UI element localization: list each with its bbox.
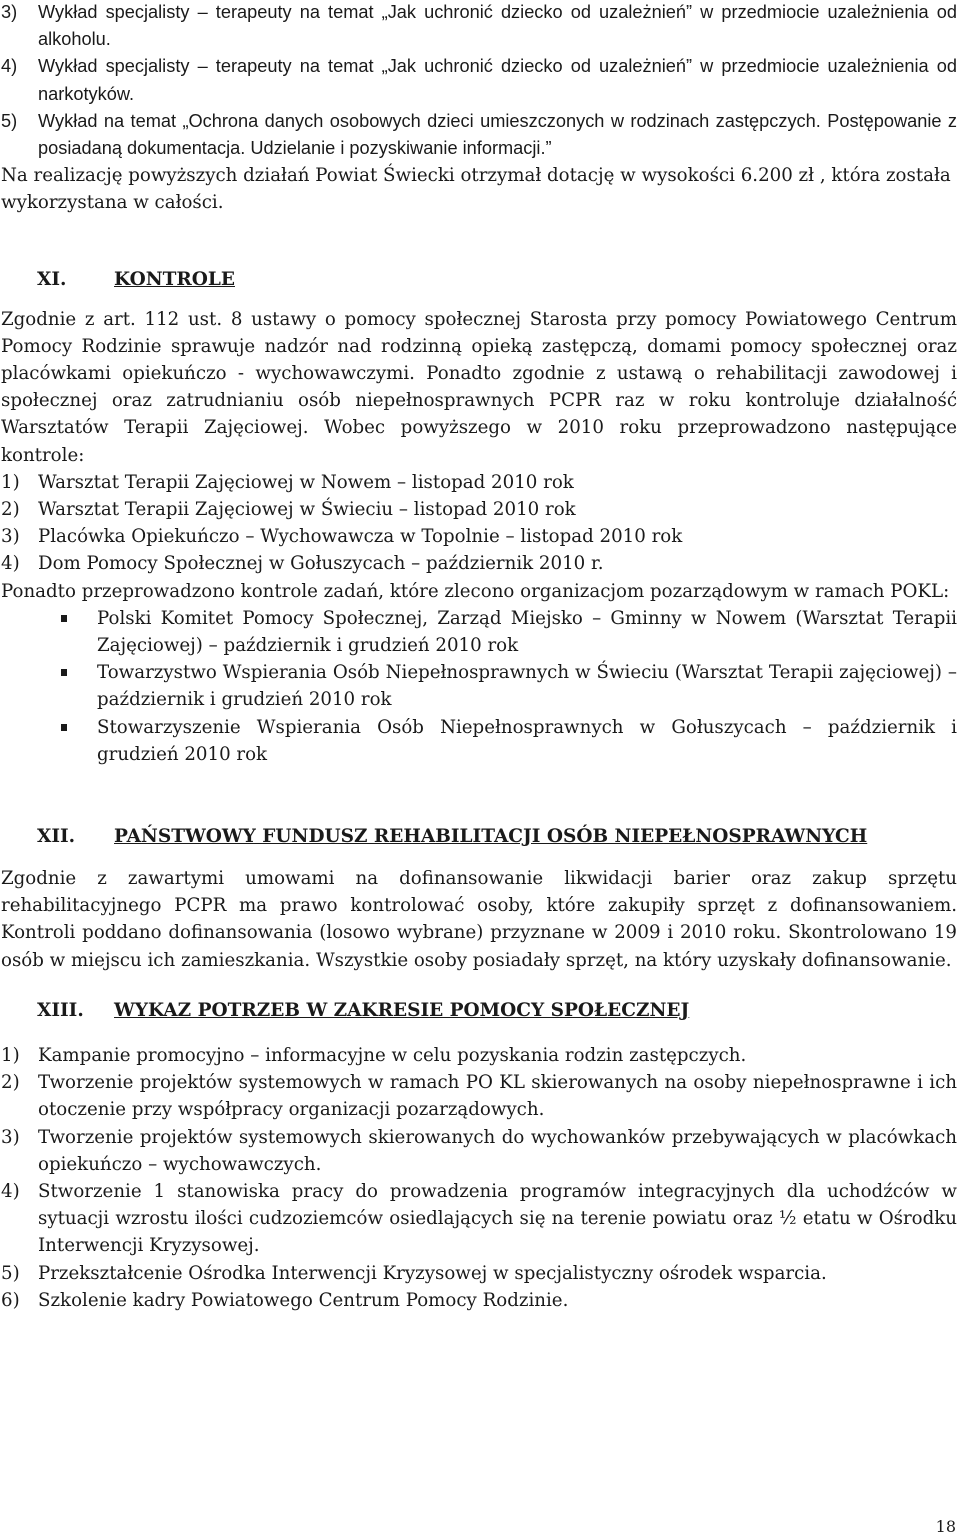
item-number: 1) xyxy=(1,471,20,493)
item-number: 3) xyxy=(1,526,20,548)
item-text: Warsztat Terapii Zajęciowej w Nowem – listopad 2010 rok xyxy=(38,471,574,493)
list-item xyxy=(1,1042,957,1069)
list-item xyxy=(1,496,957,523)
bullet-item xyxy=(1,659,957,713)
list-item xyxy=(1,0,957,53)
pokl-bullet-list xyxy=(1,605,957,768)
kontrole-list xyxy=(1,469,957,578)
square-bullet-icon xyxy=(61,724,67,731)
funding-paragraph: Na realizację powyższych działań Powiat Świecki otrzymał dotację w wysokości 6.200 zł , która została wykorzystana w całości. xyxy=(1,165,951,214)
item-number: 1) xyxy=(1,1044,20,1066)
list-item xyxy=(1,1287,957,1314)
section-heading-xi xyxy=(1,266,957,294)
section-heading-xiii xyxy=(1,997,957,1025)
list-item xyxy=(1,1124,957,1178)
list-item xyxy=(1,469,957,496)
bullet-item xyxy=(1,714,957,768)
item-text: Dom Pomocy Społecznej w Gołuszycach – październik 2010 r. xyxy=(38,553,604,575)
square-bullet-icon xyxy=(61,669,67,676)
square-bullet-icon xyxy=(61,615,67,622)
pokl-paragraph: Ponadto przeprowadzono kontrole zadań, które zlecono organizacjom pozarządowym w ramach POKL: xyxy=(1,580,950,602)
item-number: 4) xyxy=(1,1180,20,1202)
bullet-text: Polski Komitet Pomocy Społecznej, Zarząd Miejsko – Gminny w Nowem (Warsztat Terapii Zajęciowej) – październik i grudzień 2010 rok xyxy=(97,607,957,657)
item-text: Stworzenie 1 stanowiska pracy do prowadzenia programów integracyjnych dla uchodźców w sytuacji wzrostu ilości cudzoziemców osiedlających się na terenie powiatu oraz ½ etatu w Ośrodku Interwencji Kryzysowej. xyxy=(38,1180,957,1257)
section-title: PAŃSTWOWY FUNDUSZ REHABILITACJI OSÓB NIEPEŁNOSPRAWNYCH xyxy=(114,826,868,848)
item-text: Przekształcenie Ośrodka Interwencji Kryzysowej w specjalistyczny ośrodek wsparcia. xyxy=(38,1262,827,1284)
item-number: 4) xyxy=(1,553,20,575)
bullet-text: Stowarzyszenie Wspierania Osób Niepełnosprawnych w Gołuszycach – październik i grudzień 2010 rok xyxy=(97,716,957,765)
item-text: Tworzenie projektów systemowych skierowanych do wychowanków przebywających w placówkach opiekuńczo – wychowawczych. xyxy=(38,1126,957,1175)
item-text: Kampanie promocyjno – informacyjne w celu pozyskania rodzin zastępczych. xyxy=(38,1044,747,1066)
item-number: 5) xyxy=(1,1262,20,1284)
section-heading-xii xyxy=(1,823,957,851)
item-text: Tworzenie projektów systemowych w ramach PO KL skierowanych na osoby niepełnosprawne i ich otoczenie przy współpracy organizacji pozarządowych. xyxy=(38,1072,957,1121)
item-number: 6) xyxy=(1,1289,20,1311)
list-item xyxy=(1,550,957,577)
item-number: 5) xyxy=(1,110,18,131)
list-item xyxy=(1,523,957,550)
list-item xyxy=(1,1260,957,1287)
list-item xyxy=(1,1069,957,1123)
section-title: KONTROLE xyxy=(114,268,235,290)
item-number: 3) xyxy=(1,2,18,22)
item-number: 2) xyxy=(1,499,20,521)
item-text: Warsztat Terapii Zajęciowej w Świeciu – listopad 2010 rok xyxy=(38,499,576,521)
section-title: WYKAZ POTRZEB W ZAKRESIE POMOCY SPOŁECZNEJ xyxy=(114,999,690,1021)
list-item xyxy=(1,1178,957,1260)
section-number: XII. xyxy=(37,826,76,848)
needs-list xyxy=(1,1042,957,1314)
pfron-paragraph: Zgodnie z zawartymi umowami na dofinansowanie likwidacji barier oraz zakup sprzętu rehabilitacyjnego PCPR ma prawo kontrolować osoby, które zakupiły sprzęt z dofinansowaniem. Kontroli poddano dofinansowania (losowo wybrane) przyznane w 2009 i 2010 roku. Skontrolowano 19 osób w miejscu ich zamieszkania. Wszystkie osoby posiadały sprzęt, na który uzyskały dofinansowanie. xyxy=(1,868,957,971)
bullet-item xyxy=(1,605,957,659)
bullet-text: Towarzystwo Wspierania Osób Niepełnosprawnych w Świeciu (Warsztat Terapii zajęciowej) – październik i grudzień 2010 rok xyxy=(97,662,957,711)
item-text: Wykład specjalisty – terapeuty na temat „Jak uchronić dziecko od uzależnień” w przedmiocie uzależnienia od narkotyków. xyxy=(38,56,957,104)
kontrole-paragraph: Zgodnie z art. 112 ust. 8 ustawy o pomocy społecznej Starosta przy pomocy Powiatowego Centrum Pomocy Rodzinie sprawuje nadzór nad rodzinną opieką zastępczą, domami pomocy społecznej oraz placówkami opiekuńczo - wychowawczymi. Ponadto zgodnie z ustawą o rehabilitacji zawodowej i społecznej oraz zatrudnianiu osób niepełnosprawnych PCPR raz w roku kontroluje działalność Warsztatów Terapii Zajęciowej. Wobec powyższego w 2010 roku przeprowadzono następujące kontrole: xyxy=(1,308,957,466)
list-item xyxy=(1,53,957,107)
page-number: 18 xyxy=(935,1517,956,1536)
item-number: 3) xyxy=(1,1126,20,1148)
item-text: Placówka Opiekuńczo – Wychowawcza w Topolnie – listopad 2010 rok xyxy=(38,526,683,548)
section-number: XIII. xyxy=(37,999,84,1021)
item-number: 4) xyxy=(1,56,18,77)
item-text: Szkolenie kadry Powiatowego Centrum Pomocy Rodzinie. xyxy=(38,1289,569,1311)
item-text: Wykład na temat „Ochrona danych osobowych dzieci umieszczonych w rodzinach zastępczych. Postępowanie z posiadaną dokumentacja. Udzielanie i pozyskiwanie informacji.” xyxy=(38,110,957,159)
item-text: Wykład specjalisty – terapeuty na temat „Jak uchronić dziecko od uzależnień” w przedmiocie uzależnienia od alkoholu. xyxy=(38,2,957,50)
list-item xyxy=(1,108,957,162)
intro-list xyxy=(1,0,957,162)
section-number: XI. xyxy=(37,268,67,290)
item-number: 2) xyxy=(1,1072,20,1094)
